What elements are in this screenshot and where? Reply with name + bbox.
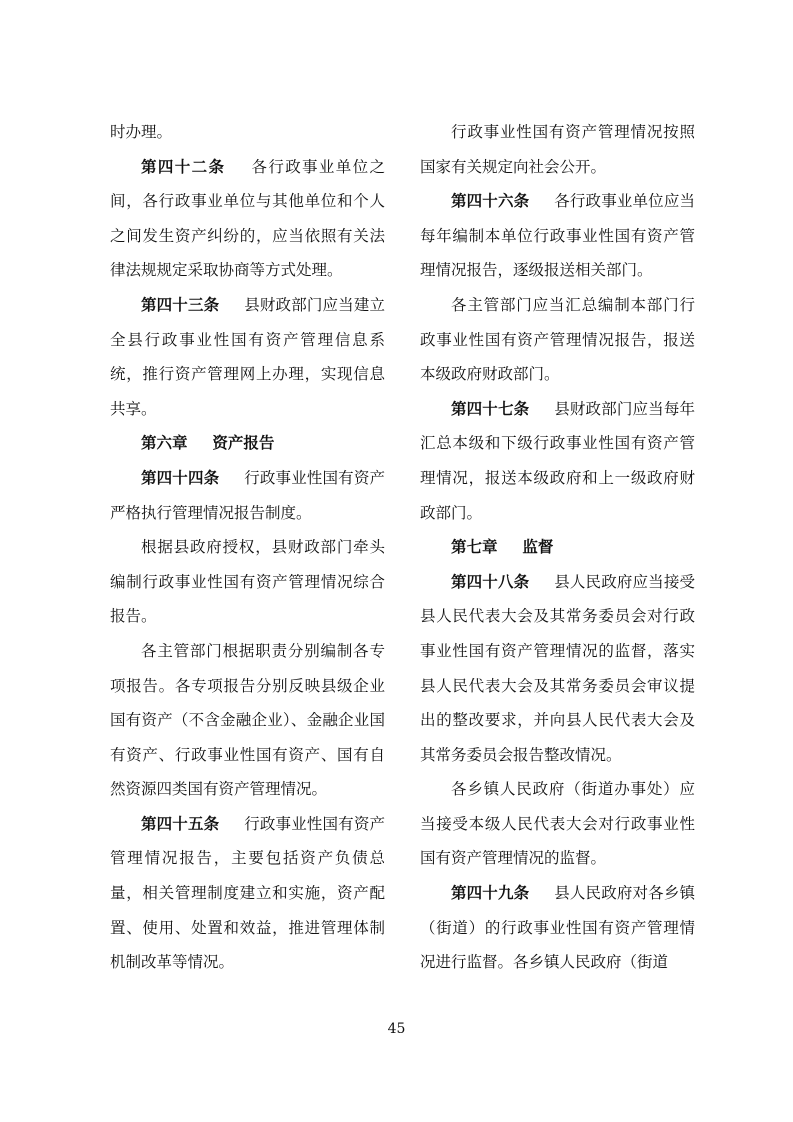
article-47-body: 县财政部门应当每年汇总本级和下级行政事业性国有资产管理情况，报送本级政府和上一级政府财政部门。 bbox=[420, 399, 695, 522]
right-column bbox=[420, 115, 695, 980]
chapter-7-title: 监督 bbox=[522, 538, 554, 557]
article-45-body: 行政事业性国有资产管理情况报告，主要包括资产负债总量，相关管理制度建立和实施，资产配置、使用、处置和效益，推进管理体制机制改革等情况。 bbox=[110, 814, 385, 972]
article-47-title: 第四十七条 bbox=[451, 399, 530, 418]
page-number: 45 bbox=[387, 1021, 406, 1037]
article-43 bbox=[110, 288, 385, 426]
paragraph-township-supervision: 各乡镇人民政府（街道办事处）应当接受本级人民代表大会对行政事业性国有资产管理情况的监督。 bbox=[420, 780, 695, 868]
chapter-6-title: 资产报告 bbox=[212, 434, 275, 453]
article-49 bbox=[420, 876, 695, 980]
article-45-title: 第四十五条 bbox=[141, 814, 220, 833]
chapter-6-number: 第六章 bbox=[141, 434, 188, 453]
left-column bbox=[110, 115, 385, 980]
article-46-title: 第四十六条 bbox=[451, 192, 530, 211]
paragraph-department-summary: 各主管部门应当汇总编制本部门行政事业性国有资产管理情况报告，报送本级政府财政部门。 bbox=[420, 295, 695, 384]
article-42-body: 各行政事业单位之间，各行政事业单位与其他单位和个人之间发生资产纠纷的，应当依照有关法律法规规定采取协商等方式处理。 bbox=[110, 157, 385, 280]
article-42 bbox=[110, 150, 385, 288]
paragraph-public-disclosure: 行政事业性国有资产管理情况按照国家有关规定向社会公开。 bbox=[420, 123, 695, 176]
article-46 bbox=[420, 184, 695, 288]
article-48-title: 第四十八条 bbox=[451, 572, 530, 591]
article-46-body: 各行政事业单位应当每年编制本单位行政事业性国有资产管理情况报告，逐级报送相关部门。 bbox=[420, 192, 695, 280]
article-43-body: 县财政部门应当建立全县行政事业性国有资产管理信息系统，推行资产管理网上办理，实现信息共享。 bbox=[110, 295, 385, 418]
chapter-6-heading bbox=[110, 426, 385, 461]
paragraph-special-reports: 各主管部门根据职责分别编制各专项报告。各专项报告分别反映县级企业国有资产（不含金融企业）、金融企业国有资产、行政事业性国有资产、国有自然资源四类国有资产管理情况。 bbox=[110, 641, 385, 799]
chapter-7-heading bbox=[420, 530, 695, 565]
article-43-title: 第四十三条 bbox=[141, 295, 220, 314]
article-48-body: 县人民政府应当接受县人民代表大会及其常务委员会对行政事业性国有资产管理情况的监督，落实县人民代表大会及其常务委员会审议提出的整改要求，并向县人民代表大会及其常务委员会报告整改情况。 bbox=[420, 572, 695, 764]
article-49-body: 县人民政府对各乡镇（街道）的行政事业性国有资产管理情况进行监督。各乡镇人民政府（街道 bbox=[420, 884, 695, 972]
article-45 bbox=[110, 807, 385, 980]
paragraph-authorization: 根据县政府授权，县财政部门牵头编制行政事业性国有资产管理情况综合报告。 bbox=[110, 538, 385, 626]
article-42-title: 第四十二条 bbox=[141, 157, 226, 176]
article-47 bbox=[420, 392, 695, 530]
article-44-body: 行政事业性国有资产严格执行管理情况报告制度。 bbox=[110, 468, 385, 522]
article-44-title: 第四十四条 bbox=[141, 468, 220, 487]
article-49-title: 第四十九条 bbox=[451, 884, 530, 903]
article-48 bbox=[420, 565, 695, 773]
paragraph-continuation: 时办理。 bbox=[110, 123, 173, 141]
chapter-7-number: 第七章 bbox=[451, 538, 498, 557]
article-44 bbox=[110, 461, 385, 530]
